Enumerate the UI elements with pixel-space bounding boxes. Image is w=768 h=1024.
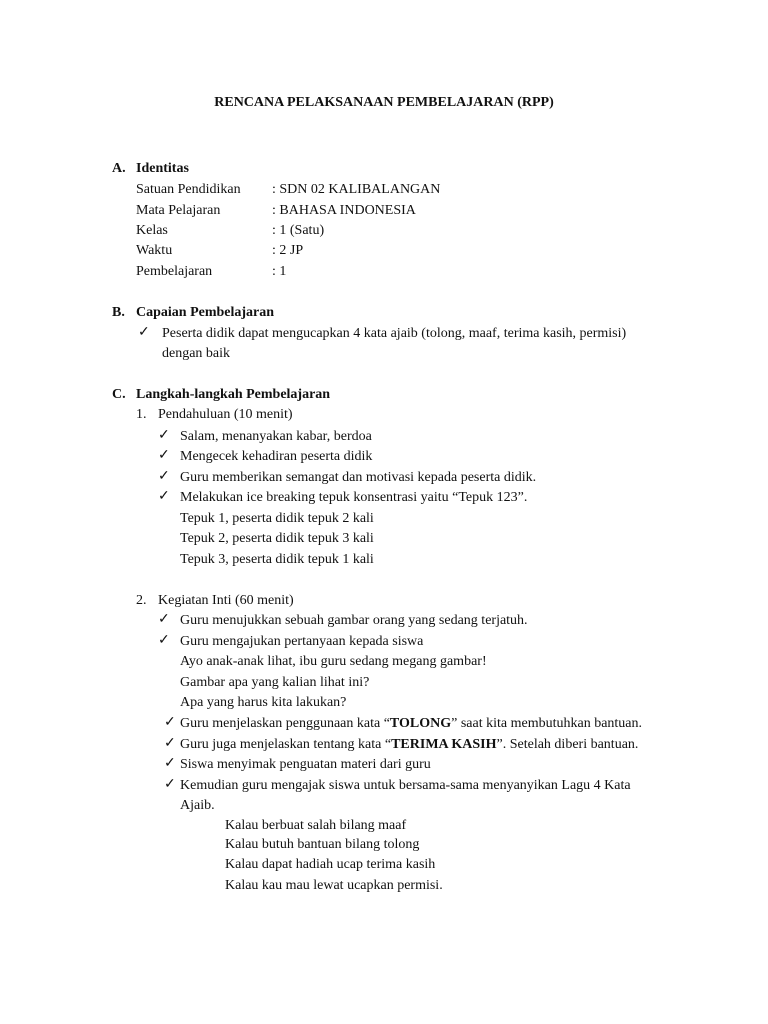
section-b-title: Capaian Pembelajaran: [136, 305, 275, 320]
list-item: Guru mengajukan pertanyaan kepada siswa: [180, 634, 424, 649]
song-line: Kalau berbuat salah bilang maaf: [225, 818, 407, 833]
sub-line: Tepuk 1, peserta didik tepuk 2 kali: [180, 511, 374, 526]
song-line: Kalau kau mau lewat ucapkan permisi.: [225, 878, 443, 893]
identity-key: Satuan Pendidikan: [136, 182, 241, 197]
list-item: Peserta didik dapat mengucapkan 4 kata ajaib (tolong, maaf, terima kasih, permisi): [162, 326, 627, 341]
list-item-continuation: dengan baik: [162, 346, 231, 361]
song-line: Kalau butuh bantuan bilang tolong: [225, 837, 420, 852]
identity-value: : 2 JP: [272, 243, 304, 258]
identity-value: : 1 (Satu): [272, 223, 325, 238]
checkmark-icon: ✓: [164, 715, 176, 730]
checkmark-icon: ✓: [138, 325, 150, 340]
step-2-heading: [136, 591, 294, 612]
section-a-heading: [112, 159, 189, 180]
checkmark-icon: ✓: [158, 469, 170, 484]
step-number: 2.: [136, 593, 147, 608]
song-line: Kalau dapat hadiah ucap terima kasih: [225, 857, 436, 872]
step-number: 1.: [136, 407, 147, 422]
section-c-letter: C.: [112, 387, 126, 402]
list-item: Kemudian guru mengajak siswa untuk bersama-sama menyanyikan Lagu 4 Kata: [180, 778, 631, 793]
identity-key: Pembelajaran: [136, 264, 213, 279]
identity-key: Kelas: [136, 223, 168, 238]
sub-line: Tepuk 3, peserta didik tepuk 1 kali: [180, 552, 374, 567]
identity-value: : BAHASA INDONESIA: [272, 203, 416, 218]
question-line: Ayo anak-anak lihat, ibu guru sedang megang gambar!: [180, 654, 487, 669]
identity-value: : 1: [272, 264, 287, 279]
section-c-heading: [112, 385, 330, 406]
text-run: ” saat kita membutuhkan bantuan.: [451, 716, 643, 731]
checkmark-icon: ✓: [164, 756, 176, 771]
keyword-terima-kasih: TERIMA KASIH: [391, 737, 497, 752]
identity-row: [136, 201, 416, 222]
section-b-heading: [112, 303, 274, 324]
step-title: Kegiatan Inti (60 menit): [158, 593, 294, 608]
checkmark-icon: ✓: [158, 428, 170, 443]
keyword-tolong: TOLONG: [389, 716, 452, 731]
document-title: RENCANA PELAKSANAAN PEMBELAJARAN (RPP): [214, 95, 554, 110]
question-line: Apa yang harus kita lakukan?: [180, 695, 347, 710]
identity-key: Mata Pelajaran: [136, 203, 221, 218]
list-item: Mengecek kehadiran peserta didik: [180, 449, 373, 464]
list-item: [180, 735, 638, 756]
question-line: Gambar apa yang kalian lihat ini?: [180, 675, 370, 690]
identity-row: [136, 180, 440, 201]
identity-row: [136, 241, 303, 262]
step-title: Pendahuluan (10 menit): [158, 407, 293, 422]
list-item: Siswa menyimak penguatan materi dari guru: [180, 757, 431, 772]
section-b-letter: B.: [112, 305, 125, 320]
checkmark-icon: ✓: [158, 448, 170, 463]
list-item: [180, 714, 642, 735]
list-item: Salam, menanyakan kabar, berdoa: [180, 429, 372, 444]
section-c-title: Langkah-langkah Pembelajaran: [136, 387, 331, 402]
identity-row: [136, 221, 324, 242]
identity-value: : SDN 02 KALIBALANGAN: [272, 182, 441, 197]
checkmark-icon: ✓: [164, 736, 176, 751]
checkmark-icon: ✓: [158, 633, 170, 648]
checkmark-icon: ✓: [158, 489, 170, 504]
checkmark-icon: ✓: [164, 777, 176, 792]
list-item: Melakukan ice breaking tepuk konsentrasi yaitu “Tepuk 123”.: [180, 490, 528, 505]
text-run: Guru menjelaskan penggunaan kata “: [180, 716, 390, 731]
step-1-heading: [136, 405, 293, 426]
text-run: ”. Setelah diberi bantuan.: [496, 737, 639, 752]
section-a-letter: A.: [112, 161, 126, 176]
list-item-continuation: Ajaib.: [180, 798, 215, 813]
section-a-title: Identitas: [136, 161, 189, 176]
identity-key: Waktu: [136, 243, 173, 258]
sub-line: Tepuk 2, peserta didik tepuk 3 kali: [180, 531, 374, 546]
list-item: Guru memberikan semangat dan motivasi kepada peserta didik.: [180, 470, 537, 485]
text-run: Guru juga menjelaskan tentang kata “: [180, 737, 392, 752]
list-item: Guru menujukkan sebuah gambar orang yang sedang terjatuh.: [180, 613, 528, 628]
checkmark-icon: ✓: [158, 612, 170, 627]
identity-row: [136, 262, 286, 283]
